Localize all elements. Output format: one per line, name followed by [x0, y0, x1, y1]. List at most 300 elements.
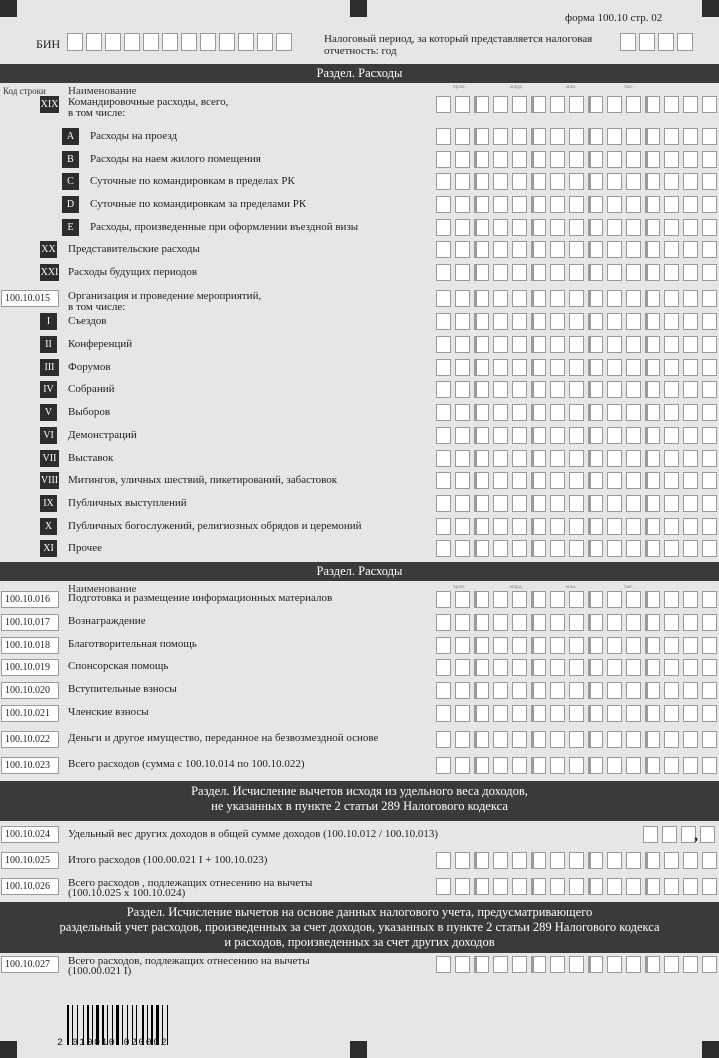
amount-digit-cell[interactable]: [569, 518, 584, 535]
amount-digit-cell[interactable]: [607, 518, 622, 535]
amount-digit-cell[interactable]: [531, 264, 546, 281]
amount-digit-cell[interactable]: [512, 219, 527, 236]
amount-digit-cell[interactable]: [569, 427, 584, 444]
amount-digit-cell[interactable]: [683, 313, 698, 330]
amount-digit-cell[interactable]: [626, 128, 641, 145]
amount-digit-cell[interactable]: [664, 518, 679, 535]
amount-digit-cell[interactable]: [550, 241, 565, 258]
amount-digit-cell[interactable]: [626, 757, 641, 774]
amount-digit-cell[interactable]: [683, 427, 698, 444]
amount-digit-cell[interactable]: [626, 381, 641, 398]
amount-digit-cell[interactable]: [626, 518, 641, 535]
amount-digit-cell[interactable]: [645, 196, 660, 213]
amount-digit-cell[interactable]: [436, 878, 451, 895]
amount-digit-cell[interactable]: [436, 336, 451, 353]
amount-digit-cell[interactable]: [702, 518, 717, 535]
amount-digit-cell[interactable]: [531, 196, 546, 213]
amount-digit-cell[interactable]: [664, 852, 679, 869]
amount-digit-cell[interactable]: [664, 450, 679, 467]
amount-digit-cell[interactable]: [588, 241, 603, 258]
amount-digit-cell[interactable]: [664, 472, 679, 489]
amount-digit-cell[interactable]: [531, 219, 546, 236]
amount-digit-cell[interactable]: [626, 705, 641, 722]
amount-digit-cell[interactable]: [531, 313, 546, 330]
amount-digit-cell[interactable]: [683, 878, 698, 895]
amount-digit-cell[interactable]: [607, 731, 622, 748]
amount-digit-cell[interactable]: [683, 495, 698, 512]
amount-digit-cell[interactable]: [569, 219, 584, 236]
amount-digit-cell[interactable]: [455, 264, 470, 281]
amount-digit-cell[interactable]: [512, 659, 527, 676]
amount-digit-cell[interactable]: [588, 757, 603, 774]
amount-digit-cell[interactable]: [664, 540, 679, 557]
amount-digit-cell[interactable]: [474, 682, 489, 699]
amount-digit-cell[interactable]: [455, 427, 470, 444]
amount-digit-cell[interactable]: [493, 495, 508, 512]
amount-digit-cell[interactable]: [512, 173, 527, 190]
amount-digit-cell[interactable]: [588, 614, 603, 631]
amount-digit-cell[interactable]: [436, 241, 451, 258]
amount-digit-cell[interactable]: [474, 151, 489, 168]
amount-digit-cell[interactable]: [493, 173, 508, 190]
amount-digit-cell[interactable]: [683, 381, 698, 398]
amount-digit-cell[interactable]: [569, 290, 584, 307]
amount-digit-cell[interactable]: [683, 359, 698, 376]
amount-digit-cell[interactable]: [474, 614, 489, 631]
amount-digit-cell[interactable]: [569, 659, 584, 676]
amount-digit-cell[interactable]: [455, 731, 470, 748]
amount-digit-cell[interactable]: [683, 637, 698, 654]
amount-digit-cell[interactable]: [550, 196, 565, 213]
amount-digit-cell[interactable]: [550, 359, 565, 376]
amount-digit-cell[interactable]: [493, 381, 508, 398]
amount-digit-cell[interactable]: [664, 173, 679, 190]
amount-digit-cell[interactable]: [626, 313, 641, 330]
amount-digit-cell[interactable]: [474, 128, 489, 145]
amount-digit-cell[interactable]: [493, 518, 508, 535]
amount-digit-cell[interactable]: [683, 757, 698, 774]
amount-digit-cell[interactable]: [702, 540, 717, 557]
amount-digit-cell[interactable]: [664, 757, 679, 774]
amount-digit-cell[interactable]: [531, 659, 546, 676]
amount-digit-cell[interactable]: [569, 540, 584, 557]
amount-digit-cell[interactable]: [474, 852, 489, 869]
amount-digit-cell[interactable]: [569, 404, 584, 421]
amount-digit-cell[interactable]: [474, 450, 489, 467]
amount-digit-cell[interactable]: [569, 241, 584, 258]
amount-digit-cell[interactable]: [474, 427, 489, 444]
amount-digit-cell[interactable]: [512, 381, 527, 398]
amount-digit-cell[interactable]: [531, 96, 546, 113]
amount-digit-cell[interactable]: [607, 591, 622, 608]
bin-digit-cell[interactable]: [219, 33, 235, 51]
amount-digit-cell[interactable]: [626, 472, 641, 489]
amount-digit-cell[interactable]: [474, 731, 489, 748]
amount-digit-cell[interactable]: [645, 878, 660, 895]
amount-digit-cell[interactable]: [550, 472, 565, 489]
ratio-digit-cell[interactable]: [700, 826, 715, 843]
amount-digit-cell[interactable]: [702, 878, 717, 895]
amount-digit-cell[interactable]: [474, 96, 489, 113]
amount-digit-cell[interactable]: [683, 96, 698, 113]
amount-digit-cell[interactable]: [702, 381, 717, 398]
amount-digit-cell[interactable]: [645, 495, 660, 512]
amount-digit-cell[interactable]: [607, 495, 622, 512]
amount-digit-cell[interactable]: [626, 852, 641, 869]
amount-digit-cell[interactable]: [550, 705, 565, 722]
amount-digit-cell[interactable]: [588, 472, 603, 489]
bin-digit-cell[interactable]: [181, 33, 197, 51]
amount-digit-cell[interactable]: [569, 495, 584, 512]
amount-digit-cell[interactable]: [436, 659, 451, 676]
amount-digit-cell[interactable]: [512, 128, 527, 145]
amount-digit-cell[interactable]: [702, 219, 717, 236]
amount-digit-cell[interactable]: [607, 359, 622, 376]
amount-digit-cell[interactable]: [569, 173, 584, 190]
amount-digit-cell[interactable]: [569, 359, 584, 376]
amount-digit-cell[interactable]: [512, 336, 527, 353]
amount-digit-cell[interactable]: [645, 336, 660, 353]
amount-digit-cell[interactable]: [455, 956, 470, 973]
amount-digit-cell[interactable]: [702, 956, 717, 973]
bin-digit-cell[interactable]: [143, 33, 159, 51]
amount-digit-cell[interactable]: [607, 614, 622, 631]
amount-digit-cell[interactable]: [588, 359, 603, 376]
amount-digit-cell[interactable]: [550, 852, 565, 869]
amount-digit-cell[interactable]: [493, 637, 508, 654]
amount-digit-cell[interactable]: [474, 381, 489, 398]
amount-digit-cell[interactable]: [588, 682, 603, 699]
amount-digit-cell[interactable]: [455, 450, 470, 467]
amount-digit-cell[interactable]: [626, 96, 641, 113]
amount-digit-cell[interactable]: [493, 404, 508, 421]
bin-digit-cell[interactable]: [124, 33, 140, 51]
amount-digit-cell[interactable]: [683, 705, 698, 722]
amount-digit-cell[interactable]: [702, 196, 717, 213]
amount-digit-cell[interactable]: [664, 196, 679, 213]
amount-digit-cell[interactable]: [455, 173, 470, 190]
amount-digit-cell[interactable]: [512, 637, 527, 654]
amount-digit-cell[interactable]: [436, 96, 451, 113]
amount-digit-cell[interactable]: [474, 591, 489, 608]
amount-digit-cell[interactable]: [569, 264, 584, 281]
amount-digit-cell[interactable]: [664, 956, 679, 973]
amount-digit-cell[interactable]: [626, 956, 641, 973]
ratio-digit-cell[interactable]: [643, 826, 658, 843]
amount-digit-cell[interactable]: [493, 359, 508, 376]
amount-digit-cell[interactable]: [512, 151, 527, 168]
amount-digit-cell[interactable]: [493, 196, 508, 213]
amount-digit-cell[interactable]: [664, 614, 679, 631]
amount-digit-cell[interactable]: [645, 404, 660, 421]
amount-digit-cell[interactable]: [436, 381, 451, 398]
amount-digit-cell[interactable]: [436, 637, 451, 654]
amount-digit-cell[interactable]: [645, 518, 660, 535]
amount-digit-cell[interactable]: [550, 591, 565, 608]
amount-digit-cell[interactable]: [626, 659, 641, 676]
amount-digit-cell[interactable]: [645, 381, 660, 398]
amount-digit-cell[interactable]: [531, 731, 546, 748]
amount-digit-cell[interactable]: [645, 682, 660, 699]
year-digit-cell[interactable]: [620, 33, 636, 51]
amount-digit-cell[interactable]: [683, 540, 698, 557]
amount-digit-cell[interactable]: [645, 757, 660, 774]
amount-digit-cell[interactable]: [569, 196, 584, 213]
bin-digit-cell[interactable]: [276, 33, 292, 51]
amount-digit-cell[interactable]: [664, 264, 679, 281]
amount-digit-cell[interactable]: [588, 313, 603, 330]
amount-digit-cell[interactable]: [550, 290, 565, 307]
amount-digit-cell[interactable]: [550, 956, 565, 973]
amount-digit-cell[interactable]: [512, 313, 527, 330]
amount-digit-cell[interactable]: [550, 219, 565, 236]
amount-digit-cell[interactable]: [455, 96, 470, 113]
amount-digit-cell[interactable]: [626, 264, 641, 281]
amount-digit-cell[interactable]: [664, 313, 679, 330]
amount-digit-cell[interactable]: [474, 359, 489, 376]
amount-digit-cell[interactable]: [569, 878, 584, 895]
amount-digit-cell[interactable]: [550, 878, 565, 895]
amount-digit-cell[interactable]: [455, 705, 470, 722]
amount-digit-cell[interactable]: [588, 518, 603, 535]
amount-digit-cell[interactable]: [531, 852, 546, 869]
amount-digit-cell[interactable]: [607, 878, 622, 895]
amount-digit-cell[interactable]: [474, 540, 489, 557]
amount-digit-cell[interactable]: [702, 757, 717, 774]
amount-digit-cell[interactable]: [645, 219, 660, 236]
amount-digit-cell[interactable]: [683, 219, 698, 236]
amount-digit-cell[interactable]: [531, 518, 546, 535]
amount-digit-cell[interactable]: [664, 404, 679, 421]
amount-digit-cell[interactable]: [531, 757, 546, 774]
amount-digit-cell[interactable]: [512, 731, 527, 748]
amount-digit-cell[interactable]: [474, 637, 489, 654]
amount-digit-cell[interactable]: [512, 495, 527, 512]
amount-digit-cell[interactable]: [683, 196, 698, 213]
amount-digit-cell[interactable]: [531, 878, 546, 895]
amount-digit-cell[interactable]: [455, 852, 470, 869]
amount-digit-cell[interactable]: [531, 472, 546, 489]
amount-digit-cell[interactable]: [607, 381, 622, 398]
amount-digit-cell[interactable]: [664, 705, 679, 722]
amount-digit-cell[interactable]: [531, 682, 546, 699]
amount-digit-cell[interactable]: [531, 290, 546, 307]
amount-digit-cell[interactable]: [569, 637, 584, 654]
amount-digit-cell[interactable]: [493, 427, 508, 444]
amount-digit-cell[interactable]: [607, 173, 622, 190]
amount-digit-cell[interactable]: [531, 705, 546, 722]
amount-digit-cell[interactable]: [664, 591, 679, 608]
amount-digit-cell[interactable]: [493, 956, 508, 973]
amount-digit-cell[interactable]: [436, 731, 451, 748]
amount-digit-cell[interactable]: [512, 450, 527, 467]
amount-digit-cell[interactable]: [474, 518, 489, 535]
amount-digit-cell[interactable]: [531, 427, 546, 444]
amount-digit-cell[interactable]: [550, 540, 565, 557]
amount-digit-cell[interactable]: [436, 705, 451, 722]
amount-digit-cell[interactable]: [607, 852, 622, 869]
amount-digit-cell[interactable]: [607, 450, 622, 467]
amount-digit-cell[interactable]: [702, 96, 717, 113]
amount-digit-cell[interactable]: [607, 956, 622, 973]
amount-digit-cell[interactable]: [645, 659, 660, 676]
amount-digit-cell[interactable]: [512, 264, 527, 281]
amount-digit-cell[interactable]: [588, 290, 603, 307]
amount-digit-cell[interactable]: [436, 682, 451, 699]
amount-digit-cell[interactable]: [607, 219, 622, 236]
amount-digit-cell[interactable]: [455, 336, 470, 353]
amount-digit-cell[interactable]: [588, 336, 603, 353]
amount-digit-cell[interactable]: [683, 956, 698, 973]
amount-digit-cell[interactable]: [607, 637, 622, 654]
amount-digit-cell[interactable]: [493, 450, 508, 467]
amount-digit-cell[interactable]: [474, 495, 489, 512]
amount-digit-cell[interactable]: [702, 404, 717, 421]
amount-digit-cell[interactable]: [702, 682, 717, 699]
amount-digit-cell[interactable]: [626, 404, 641, 421]
amount-digit-cell[interactable]: [702, 637, 717, 654]
bin-digit-cell[interactable]: [67, 33, 83, 51]
amount-digit-cell[interactable]: [607, 196, 622, 213]
amount-digit-cell[interactable]: [645, 705, 660, 722]
amount-digit-cell[interactable]: [588, 878, 603, 895]
amount-digit-cell[interactable]: [455, 313, 470, 330]
amount-digit-cell[interactable]: [550, 450, 565, 467]
amount-digit-cell[interactable]: [455, 359, 470, 376]
amount-digit-cell[interactable]: [607, 241, 622, 258]
amount-digit-cell[interactable]: [493, 472, 508, 489]
amount-digit-cell[interactable]: [683, 591, 698, 608]
amount-digit-cell[interactable]: [588, 450, 603, 467]
amount-digit-cell[interactable]: [550, 427, 565, 444]
amount-digit-cell[interactable]: [664, 359, 679, 376]
amount-digit-cell[interactable]: [683, 290, 698, 307]
amount-digit-cell[interactable]: [664, 427, 679, 444]
amount-digit-cell[interactable]: [512, 196, 527, 213]
amount-digit-cell[interactable]: [683, 336, 698, 353]
amount-digit-cell[interactable]: [683, 151, 698, 168]
amount-digit-cell[interactable]: [550, 659, 565, 676]
amount-digit-cell[interactable]: [436, 591, 451, 608]
amount-digit-cell[interactable]: [588, 659, 603, 676]
amount-digit-cell[interactable]: [512, 682, 527, 699]
amount-digit-cell[interactable]: [626, 637, 641, 654]
amount-digit-cell[interactable]: [493, 290, 508, 307]
amount-digit-cell[interactable]: [569, 705, 584, 722]
amount-digit-cell[interactable]: [550, 404, 565, 421]
amount-digit-cell[interactable]: [531, 540, 546, 557]
year-digit-cell[interactable]: [658, 33, 674, 51]
amount-digit-cell[interactable]: [493, 96, 508, 113]
amount-digit-cell[interactable]: [531, 151, 546, 168]
amount-digit-cell[interactable]: [607, 659, 622, 676]
amount-digit-cell[interactable]: [455, 540, 470, 557]
amount-digit-cell[interactable]: [626, 878, 641, 895]
amount-digit-cell[interactable]: [645, 96, 660, 113]
amount-digit-cell[interactable]: [550, 313, 565, 330]
amount-digit-cell[interactable]: [702, 659, 717, 676]
amount-digit-cell[interactable]: [645, 731, 660, 748]
amount-digit-cell[interactable]: [512, 290, 527, 307]
amount-digit-cell[interactable]: [588, 196, 603, 213]
amount-digit-cell[interactable]: [512, 757, 527, 774]
amount-digit-cell[interactable]: [702, 359, 717, 376]
amount-digit-cell[interactable]: [474, 219, 489, 236]
amount-digit-cell[interactable]: [455, 518, 470, 535]
bin-digit-cell[interactable]: [238, 33, 254, 51]
amount-digit-cell[interactable]: [436, 852, 451, 869]
amount-digit-cell[interactable]: [474, 241, 489, 258]
amount-digit-cell[interactable]: [645, 427, 660, 444]
amount-digit-cell[interactable]: [550, 731, 565, 748]
amount-digit-cell[interactable]: [664, 659, 679, 676]
amount-digit-cell[interactable]: [550, 614, 565, 631]
amount-digit-cell[interactable]: [550, 757, 565, 774]
amount-digit-cell[interactable]: [607, 427, 622, 444]
amount-digit-cell[interactable]: [493, 614, 508, 631]
amount-digit-cell[interactable]: [645, 852, 660, 869]
amount-digit-cell[interactable]: [702, 241, 717, 258]
amount-digit-cell[interactable]: [588, 96, 603, 113]
amount-digit-cell[interactable]: [702, 614, 717, 631]
amount-digit-cell[interactable]: [607, 682, 622, 699]
amount-digit-cell[interactable]: [645, 472, 660, 489]
amount-digit-cell[interactable]: [626, 591, 641, 608]
amount-digit-cell[interactable]: [493, 878, 508, 895]
amount-digit-cell[interactable]: [645, 614, 660, 631]
amount-digit-cell[interactable]: [436, 264, 451, 281]
amount-digit-cell[interactable]: [550, 381, 565, 398]
amount-digit-cell[interactable]: [588, 151, 603, 168]
amount-digit-cell[interactable]: [626, 495, 641, 512]
amount-digit-cell[interactable]: [512, 591, 527, 608]
amount-digit-cell[interactable]: [569, 852, 584, 869]
amount-digit-cell[interactable]: [683, 472, 698, 489]
amount-digit-cell[interactable]: [569, 151, 584, 168]
amount-digit-cell[interactable]: [531, 404, 546, 421]
bin-digit-cell[interactable]: [200, 33, 216, 51]
amount-digit-cell[interactable]: [683, 518, 698, 535]
amount-digit-cell[interactable]: [531, 128, 546, 145]
amount-digit-cell[interactable]: [512, 96, 527, 113]
amount-digit-cell[interactable]: [436, 313, 451, 330]
amount-digit-cell[interactable]: [436, 540, 451, 557]
amount-digit-cell[interactable]: [550, 336, 565, 353]
amount-digit-cell[interactable]: [512, 705, 527, 722]
amount-digit-cell[interactable]: [607, 472, 622, 489]
amount-digit-cell[interactable]: [702, 128, 717, 145]
amount-digit-cell[interactable]: [455, 128, 470, 145]
amount-digit-cell[interactable]: [607, 757, 622, 774]
amount-digit-cell[interactable]: [512, 540, 527, 557]
amount-digit-cell[interactable]: [683, 264, 698, 281]
amount-digit-cell[interactable]: [512, 359, 527, 376]
amount-digit-cell[interactable]: [493, 659, 508, 676]
amount-digit-cell[interactable]: [512, 956, 527, 973]
amount-digit-cell[interactable]: [569, 757, 584, 774]
amount-digit-cell[interactable]: [607, 336, 622, 353]
amount-digit-cell[interactable]: [436, 956, 451, 973]
amount-digit-cell[interactable]: [436, 495, 451, 512]
amount-digit-cell[interactable]: [626, 731, 641, 748]
amount-digit-cell[interactable]: [607, 128, 622, 145]
amount-digit-cell[interactable]: [702, 472, 717, 489]
amount-digit-cell[interactable]: [569, 96, 584, 113]
ratio-digit-cell[interactable]: [662, 826, 677, 843]
amount-digit-cell[interactable]: [607, 264, 622, 281]
year-digit-cell[interactable]: [677, 33, 693, 51]
amount-digit-cell[interactable]: [607, 705, 622, 722]
